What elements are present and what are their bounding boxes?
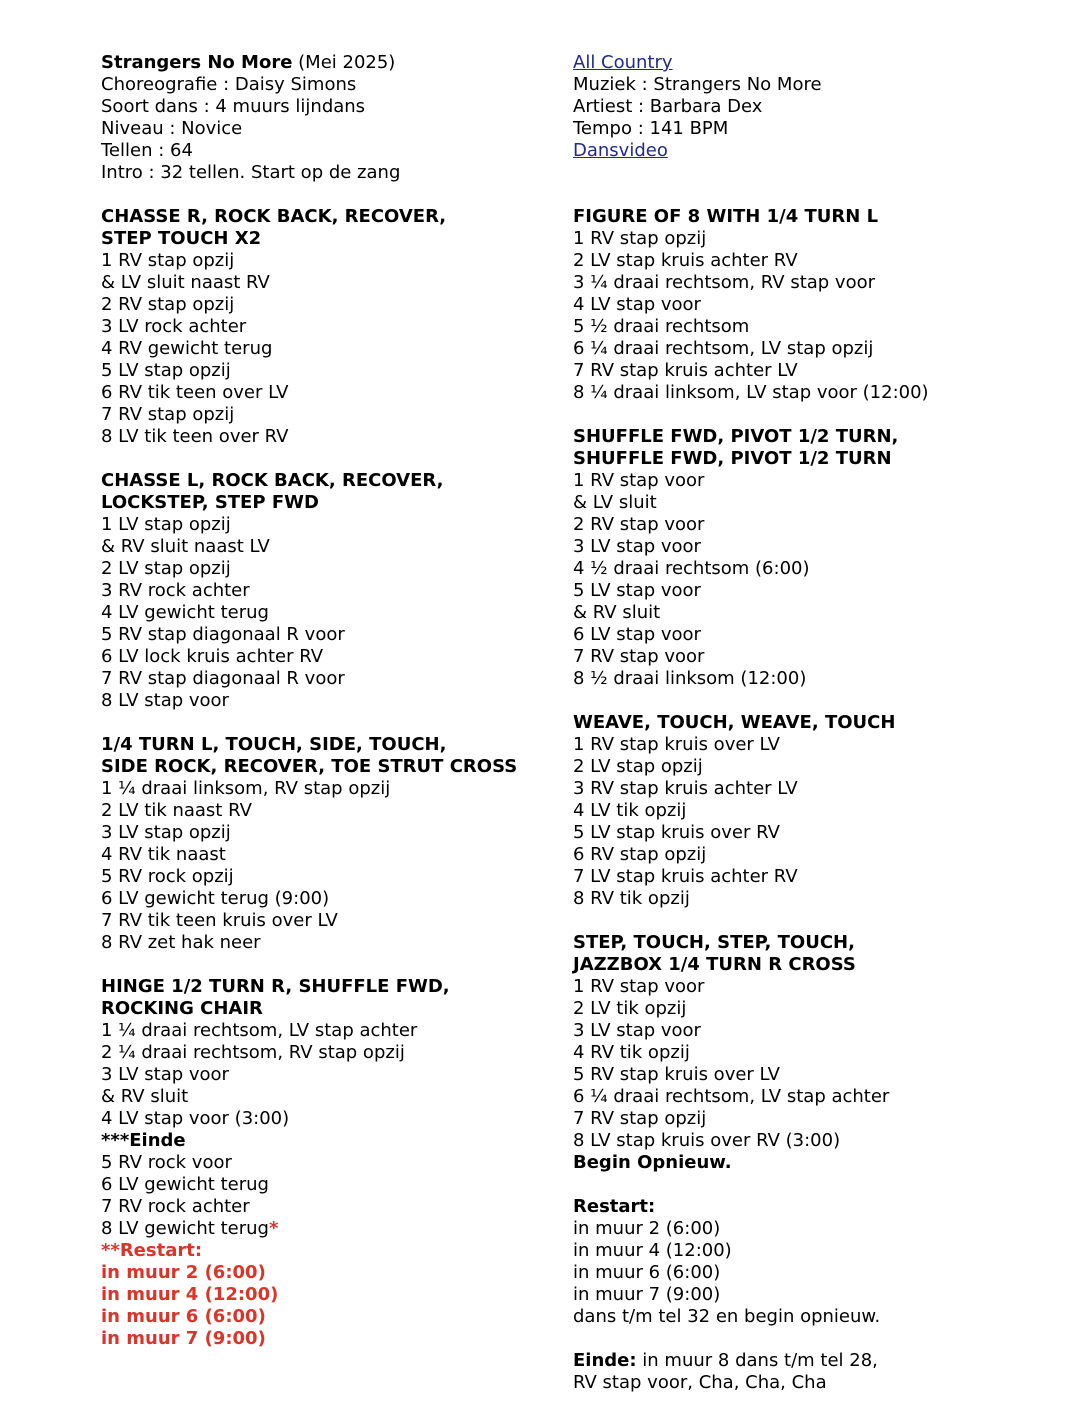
step-line: 3 RV rock achter xyxy=(101,580,250,601)
restart-title: Restart: xyxy=(573,1196,656,1217)
section-5 xyxy=(573,206,1053,404)
dansvideo-link[interactable]: Dansvideo xyxy=(573,140,668,161)
step-line: 5 LV stap voor xyxy=(573,580,701,601)
restart-note: in muur 4 (12:00) xyxy=(101,1284,279,1305)
step-line: 4 RV gewicht terug xyxy=(101,338,273,359)
step-line: 5 RV rock opzij xyxy=(101,866,234,887)
step-line: 7 RV stap voor xyxy=(573,646,705,667)
choreographer: Choreografie : Daisy Simons xyxy=(101,74,357,95)
step-line: 8 ½ draai linksom (12:00) xyxy=(573,668,807,689)
step-line: 5 RV stap kruis over LV xyxy=(573,1064,780,1085)
einde-section xyxy=(573,1350,1053,1394)
step-line: 2 LV stap opzij xyxy=(573,756,703,777)
restart-star: * xyxy=(268,1218,279,1239)
section-3 xyxy=(101,734,561,954)
step-line: 7 RV stap kruis achter LV xyxy=(573,360,798,381)
step-line: 2 RV stap opzij xyxy=(101,294,235,315)
step-line: 2 ¼ draai rechtsom, RV stap opzij xyxy=(101,1042,405,1063)
step-line: 1 RV stap opzij xyxy=(101,250,235,271)
step-line: 1 ¼ draai linksom, RV stap opzij xyxy=(101,778,391,799)
step-line: & LV sluit naast RV xyxy=(101,272,270,293)
step-line: 2 RV stap voor xyxy=(573,514,705,535)
einde-line: RV stap voor, Cha, Cha, Cha xyxy=(573,1372,827,1393)
step-line: 3 LV stap voor xyxy=(573,1020,701,1041)
step-line: 2 LV stap kruis achter RV xyxy=(573,250,798,271)
step-line: 6 RV stap opzij xyxy=(573,844,707,865)
step-line: 6 LV lock kruis achter RV xyxy=(101,646,324,667)
section-heading: CHASSE R, ROCK BACK, RECOVER, xyxy=(101,206,447,227)
step-line: 3 LV stap voor xyxy=(573,536,701,557)
section-heading: 1/4 TURN L, TOUCH, SIDE, TOUCH, xyxy=(101,734,447,755)
einde-label: Einde: xyxy=(573,1350,637,1371)
step-line: 6 LV gewicht terug (9:00) xyxy=(101,888,330,909)
begin-opnieuw: Begin Opnieuw. xyxy=(573,1152,732,1173)
section-heading: SHUFFLE FWD, PIVOT 1/2 TURN xyxy=(573,448,892,469)
step-line: 5 RV rock voor xyxy=(101,1152,232,1173)
step-line: 6 LV gewicht terug xyxy=(101,1174,269,1195)
left-column xyxy=(101,52,561,1350)
step-line: 2 LV tik opzij xyxy=(573,998,687,1019)
step-line: 1 RV stap kruis over LV xyxy=(573,734,780,755)
step-line: 6 RV tik teen over LV xyxy=(101,382,289,403)
section-heading: STEP, TOUCH, STEP, TOUCH, xyxy=(573,932,855,953)
step-line: 4 RV tik opzij xyxy=(573,1042,690,1063)
dance-intro: Intro : 32 tellen. Start op de zang xyxy=(101,162,401,183)
step-line: 8 RV zet hak neer xyxy=(101,932,261,953)
dance-type: Soort dans : 4 muurs lijndans xyxy=(101,96,366,117)
section-heading: ROCKING CHAIR xyxy=(101,998,263,1019)
section-7 xyxy=(573,712,1053,910)
dance-counts: Tellen : 64 xyxy=(101,140,193,161)
step-line: 2 LV stap opzij xyxy=(101,558,231,579)
step-line: 8 LV stap voor xyxy=(101,690,229,711)
dance-header xyxy=(101,52,561,74)
step-line: 1 RV stap voor xyxy=(573,976,705,997)
step-line: 4 ½ draai rechtsom (6:00) xyxy=(573,558,810,579)
restart-note: in muur 2 (6:00) xyxy=(101,1262,266,1283)
step-line: 7 RV stap opzij xyxy=(573,1108,707,1129)
step-text: 8 LV gewicht terug xyxy=(101,1218,269,1239)
section-2 xyxy=(101,470,561,712)
step-line: 5 LV stap opzij xyxy=(101,360,231,381)
section-heading: SIDE ROCK, RECOVER, TOE STRUT CROSS xyxy=(101,756,518,777)
section-1 xyxy=(101,206,561,448)
step-line: 5 LV stap kruis over RV xyxy=(573,822,780,843)
section-heading: WEAVE, TOUCH, WEAVE, TOUCH xyxy=(573,712,896,733)
restart-line: in muur 7 (9:00) xyxy=(573,1284,721,1305)
restart-line: dans t/m tel 32 en begin opnieuw. xyxy=(573,1306,881,1327)
section-heading: STEP TOUCH X2 xyxy=(101,228,262,249)
tempo: Tempo : 141 BPM xyxy=(573,118,729,139)
section-8 xyxy=(573,932,1053,1174)
restart-note: in muur 7 (9:00) xyxy=(101,1328,266,1349)
artist: Artiest : Barbara Dex xyxy=(573,96,763,117)
restart-line: in muur 2 (6:00) xyxy=(573,1218,721,1239)
step-line: 3 ¼ draai rechtsom, RV stap voor xyxy=(573,272,876,293)
step-line: 1 RV stap voor xyxy=(573,470,705,491)
section-heading: FIGURE OF 8 WITH 1/4 TURN L xyxy=(573,206,879,227)
section-heading: LOCKSTEP, STEP FWD xyxy=(101,492,319,513)
step-line: 7 RV rock achter xyxy=(101,1196,250,1217)
step-line: 8 LV tik teen over RV xyxy=(101,426,289,447)
step-line: 4 LV stap voor (3:00) xyxy=(101,1108,290,1129)
einde-text: in muur 8 dans t/m tel 28, xyxy=(636,1350,878,1371)
step-line: 7 RV tik teen kruis over LV xyxy=(101,910,338,931)
all-country-link[interactable]: All Country xyxy=(573,52,673,73)
restart-note: in muur 6 (6:00) xyxy=(101,1306,266,1327)
step-line: & RV sluit xyxy=(101,1086,189,1107)
section-6 xyxy=(573,426,1053,690)
step-line: 8 LV stap kruis over RV (3:00) xyxy=(573,1130,841,1151)
step-line: & LV sluit xyxy=(573,492,657,513)
step-line: 7 RV stap diagonaal R voor xyxy=(101,668,345,689)
dance-level: Niveau : Novice xyxy=(101,118,243,139)
step-line: 4 LV tik opzij xyxy=(573,800,687,821)
dance-date: (Mei 2025) xyxy=(292,52,396,73)
step-line: 7 LV stap kruis achter RV xyxy=(573,866,798,887)
section-heading: SHUFFLE FWD, PIVOT 1/2 TURN, xyxy=(573,426,899,447)
step-line: 6 LV stap voor xyxy=(573,624,701,645)
section-heading: JAZZBOX 1/4 TURN R CROSS xyxy=(573,954,856,975)
section-4 xyxy=(101,976,561,1350)
step-line: 1 RV stap opzij xyxy=(573,228,707,249)
step-line: 1 LV stap opzij xyxy=(101,514,231,535)
step-line: 3 LV stap voor xyxy=(101,1064,229,1085)
restart-line: in muur 6 (6:00) xyxy=(573,1262,721,1283)
step-line: 3 LV stap opzij xyxy=(101,822,231,843)
einde-marker: ***Einde xyxy=(101,1130,186,1151)
music: Muziek : Strangers No More xyxy=(573,74,822,95)
step-line: 3 RV stap kruis achter LV xyxy=(573,778,798,799)
step-line: 6 ¼ draai rechtsom, LV stap achter xyxy=(573,1086,890,1107)
section-heading: CHASSE L, ROCK BACK, RECOVER, xyxy=(101,470,444,491)
step-line xyxy=(101,1218,561,1240)
step-line: 2 LV tik naast RV xyxy=(101,800,252,821)
restart-section xyxy=(573,1196,1053,1328)
step-line: 4 LV gewicht terug xyxy=(101,602,269,623)
restart-note: **Restart: xyxy=(101,1240,203,1261)
step-line: 4 LV stap voor xyxy=(573,294,701,315)
right-column xyxy=(573,52,1053,1394)
step-line: 5 RV stap diagonaal R voor xyxy=(101,624,345,645)
dance-title: Strangers No More xyxy=(101,52,293,73)
step-line: 3 LV rock achter xyxy=(101,316,247,337)
step-line: & RV sluit xyxy=(573,602,661,623)
step-line: 6 ¼ draai rechtsom, LV stap opzij xyxy=(573,338,874,359)
step-line: & RV sluit naast LV xyxy=(101,536,270,557)
step-line: 8 ¼ draai linksom, LV stap voor (12:00) xyxy=(573,382,929,403)
restart-line: in muur 4 (12:00) xyxy=(573,1240,732,1261)
step-line: 1 ¼ draai rechtsom, LV stap achter xyxy=(101,1020,418,1041)
step-line: 5 ½ draai rechtsom xyxy=(573,316,750,337)
step-line: 4 RV tik naast xyxy=(101,844,226,865)
step-line: 8 RV tik opzij xyxy=(573,888,690,909)
section-heading: HINGE 1/2 TURN R, SHUFFLE FWD, xyxy=(101,976,450,997)
step-line: 7 RV stap opzij xyxy=(101,404,235,425)
